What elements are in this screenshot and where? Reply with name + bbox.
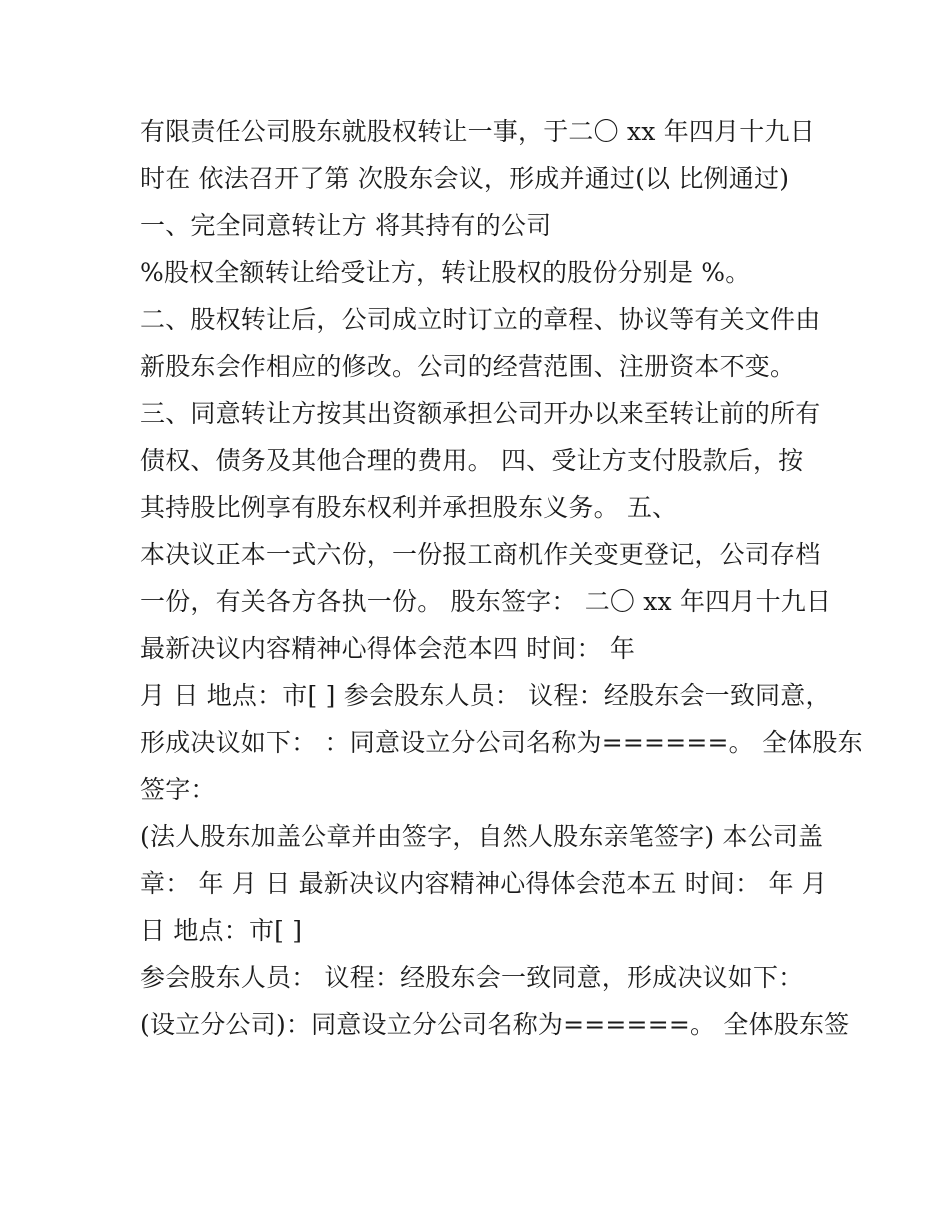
text-line: 最新决议内容精神心得体会范本四 时间： 年 — [140, 634, 636, 663]
text-line: 时在 依法召开了第 次股东会议，形成并通过(以 比例通过) — [140, 164, 790, 193]
text-line: 一、完全同意转让方 将其持有的公司 — [140, 211, 552, 240]
text-line: 新股东会作相应的修改。公司的经营范围、注册资本不变。 — [140, 352, 796, 381]
text-line: 参会股东人员： 议程：经股东会一致同意，形成决议如下： — [140, 963, 804, 992]
text-line: 二、股权转让后，公司成立时订立的章程、协议等有关文件由 — [140, 305, 821, 334]
document-body — [140, 108, 863, 1048]
text-line: 其持股比例享有股东权利并承担股东义务。 五、 — [140, 493, 678, 522]
text-line: 签字： — [140, 775, 216, 804]
text-line: 章： 年 月 日 最新决议内容精神心得体会范本五 时间： 年 月 — [140, 869, 828, 898]
text-line: %股权全额转让给受让方，转让股权的股份分别是 %。 — [140, 258, 751, 287]
text-line: 三、同意转让方按其出资额承担公司开办以来至转让前的所有 — [140, 399, 821, 428]
text-line: (设立分公司)：同意设立分公司名称为======。 全体股东签 — [140, 1010, 850, 1039]
text-line: 形成决议如下： ：同意设立分公司名称为======。 全体股东 — [140, 728, 863, 757]
text-line: 有限责任公司股东就股权转让一事，于二〇 xx 年四月十九日 — [140, 117, 815, 146]
text-line: 日 地点：市[ ] — [140, 916, 303, 945]
text-line: (法人股东加盖公章并由签字，自然人股东亲笔签字) 本公司盖 — [140, 822, 824, 851]
text-line: 债权、债务及其他合理的费用。 四、受让方支付股款后，按 — [140, 446, 804, 475]
text-line: 一份，有关各方各执一份。 股东签字： 二〇 xx 年四月十九日 — [140, 587, 832, 616]
text-line: 月 日 地点：市[ ] 参会股东人员： 议程：经股东会一致同意， — [140, 681, 831, 710]
text-line: 本决议正本一式六份，一份报工商机作关变更登记，公司存档 — [140, 540, 821, 569]
